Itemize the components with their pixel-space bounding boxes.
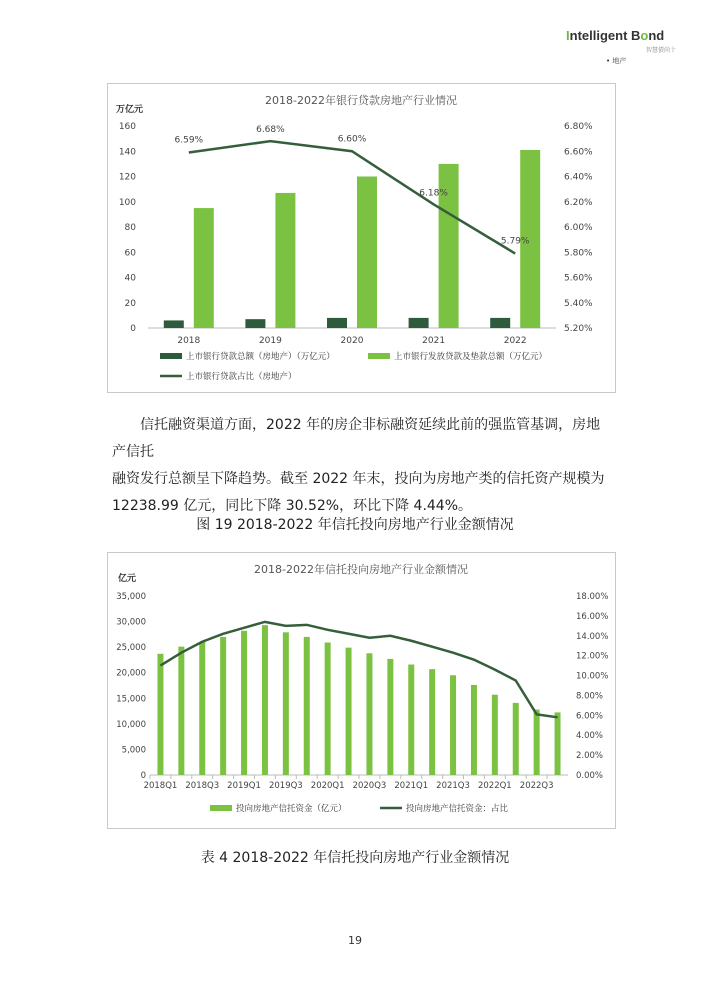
bank-loan-chart (107, 83, 616, 393)
bar-bank-loan-real-estate (490, 318, 510, 328)
y-tick-label: 5,000 (121, 745, 146, 756)
page-number: 19 (348, 934, 362, 947)
logo-subtitle-2: • 地产 (606, 57, 627, 65)
y-tick-label: 80 (124, 223, 136, 233)
bar-trust-amount (178, 647, 184, 775)
x-tick-label: 2019 (258, 336, 282, 346)
trust-investment-chart (107, 552, 616, 829)
x-tick-label: 2019Q3 (268, 781, 303, 791)
x-tick-label: 2021Q3 (436, 781, 470, 791)
bar-trust-amount (366, 653, 372, 775)
legend-swatch-bank-loan-real-estate (160, 353, 182, 359)
bar-trust-amount (199, 642, 205, 775)
legend-swatch-trust-amount (210, 805, 232, 811)
table-caption: 表 4 2018-2022 年信托投向房地产行业金额情况 (200, 850, 510, 866)
y-axis-unit-label: 亿元 (118, 574, 137, 584)
bar-trust-amount (513, 703, 519, 775)
y-tick-label: 140 (118, 147, 136, 158)
line-loan-share (189, 141, 515, 253)
legend-label-bank-loan-total: 上市银行发放贷款及垫款总额（万亿元） (394, 352, 548, 362)
bar-trust-amount (471, 685, 477, 775)
data-label-loan-share: 6.59% (174, 135, 204, 146)
bar-bank-loan-total (275, 193, 295, 328)
x-tick-label: 2022Q1 (477, 781, 512, 791)
legend-label-bank-loan-real-estate: 上市银行贷款总额（房地产）（万亿元） (186, 352, 335, 362)
logo-subtitle: 智慧債尚十 (646, 47, 677, 54)
bar-trust-amount (262, 625, 268, 775)
bar-bank-loan-real-estate (164, 320, 184, 328)
paragraph-line-2: 融资发行总额呈下降趋势。截至 2022 年末，投向为房地产类的信托资产规模为 (112, 471, 605, 487)
data-label-loan-share: 6.60% (337, 134, 367, 145)
body-paragraph (112, 412, 612, 520)
line-trust-share (160, 622, 557, 717)
bar-trust-amount (450, 675, 456, 775)
chart-title: 2018-2022年信托投向房地产行业金额情况 (254, 563, 468, 576)
figure-caption: 图 19 2018-2022 年信托投向房地产行业金额情况 (196, 517, 514, 533)
y-tick-label: 100 (118, 197, 136, 208)
y2-tick-label: 6.80% (564, 122, 593, 132)
data-label-loan-share: 6.18% (419, 188, 448, 199)
y2-tick-label: 6.00% (576, 711, 604, 722)
chart-title: 2018-2022年银行贷款房地产行业情况 (265, 94, 457, 107)
legend-label-trust-amount: 投向房地产信托资金（亿元） (236, 804, 347, 814)
y-tick-label: 25,000 (116, 643, 146, 654)
bar-bank-loan-real-estate (409, 318, 429, 328)
y2-tick-label: 0.00% (576, 771, 604, 781)
legend-label-loan-share: 上市银行贷款占比（房地产） (186, 372, 297, 382)
y2-tick-label: 10.00% (576, 671, 609, 682)
y2-tick-label: 5.20% (564, 324, 593, 334)
x-tick-label: 2022Q3 (519, 781, 554, 791)
bar-bank-loan-real-estate (327, 318, 347, 328)
bar-trust-amount (408, 665, 414, 775)
logo-wordmark: Intelligent Bond (566, 28, 665, 43)
bar-trust-amount (555, 712, 561, 775)
y2-tick-label: 5.80% (564, 248, 593, 259)
data-label-loan-share: 5.79% (500, 236, 530, 247)
bar-trust-amount (387, 659, 393, 775)
y2-tick-label: 2.00% (576, 751, 604, 762)
x-tick-label: 2018Q1 (143, 781, 178, 791)
bar-bank-loan-total (194, 208, 214, 328)
x-tick-label: 2022 (503, 336, 527, 346)
y-tick-label: 20,000 (116, 668, 146, 679)
bar-trust-amount (346, 648, 352, 775)
y-tick-label: 15,000 (116, 694, 146, 705)
bar-trust-amount (534, 710, 540, 775)
x-tick-label: 2020Q1 (310, 781, 345, 791)
bar-trust-amount (325, 643, 331, 775)
trust-investment-chart-svg (108, 553, 615, 828)
y-tick-label: 60 (124, 248, 136, 259)
legend-label-trust-share: 投向房地产信托资金：占比 (406, 804, 509, 814)
paragraph-line-1: 信托融资渠道方面，2022 年的房企非标融资延续此前的强监管基调，房地产信托 (112, 417, 601, 460)
bar-trust-amount (304, 637, 310, 775)
bar-trust-amount (429, 669, 435, 775)
y2-tick-label: 6.40% (564, 172, 593, 183)
x-tick-label: 2018Q3 (185, 781, 220, 791)
y-axis-unit-label: 万亿元 (116, 105, 144, 115)
y2-tick-label: 14.00% (576, 631, 609, 642)
y2-tick-label: 5.60% (564, 273, 593, 284)
y2-tick-label: 4.00% (576, 731, 604, 742)
x-tick-label: 2021 (422, 336, 446, 346)
bar-trust-amount (157, 654, 163, 775)
y2-tick-label: 16.00% (576, 611, 609, 622)
x-tick-label: 2018 (177, 336, 201, 346)
x-tick-label: 2019Q1 (227, 781, 261, 791)
data-label-loan-share: 6.68% (256, 125, 285, 136)
x-tick-label: 2020Q3 (352, 781, 387, 791)
bar-bank-loan-total (357, 177, 377, 329)
y-tick-label: 0 (130, 324, 136, 334)
y-tick-label: 10,000 (116, 719, 146, 730)
legend-swatch-bank-loan-total (368, 353, 390, 359)
y-tick-label: 160 (118, 122, 136, 132)
paragraph-line-3: 12238.99 亿元，同比下降 30.52%，环比下降 4.44%。 (112, 498, 473, 514)
y2-tick-label: 5.40% (564, 298, 593, 309)
x-tick-label: 2020 (340, 336, 364, 346)
y-tick-label: 30,000 (116, 617, 146, 628)
brand-logo (566, 28, 686, 68)
y2-tick-label: 6.60% (564, 147, 593, 158)
bar-trust-amount (241, 631, 247, 775)
bar-trust-amount (492, 695, 498, 775)
y2-tick-label: 18.00% (576, 592, 609, 602)
y2-tick-label: 6.20% (564, 197, 593, 208)
y-tick-label: 20 (124, 298, 136, 309)
bar-trust-amount (283, 632, 289, 775)
y-tick-label: 120 (118, 172, 136, 183)
y2-tick-label: 12.00% (576, 651, 609, 662)
y2-tick-label: 6.00% (564, 223, 593, 233)
y-tick-label: 0 (140, 771, 146, 781)
bar-bank-loan-real-estate (245, 319, 265, 328)
y2-tick-label: 8.00% (576, 691, 604, 702)
bank-loan-chart-svg (108, 84, 615, 392)
y-tick-label: 40 (124, 273, 136, 284)
bar-trust-amount (220, 637, 226, 775)
x-tick-label: 2021Q1 (394, 781, 429, 791)
y-tick-label: 35,000 (116, 592, 146, 602)
